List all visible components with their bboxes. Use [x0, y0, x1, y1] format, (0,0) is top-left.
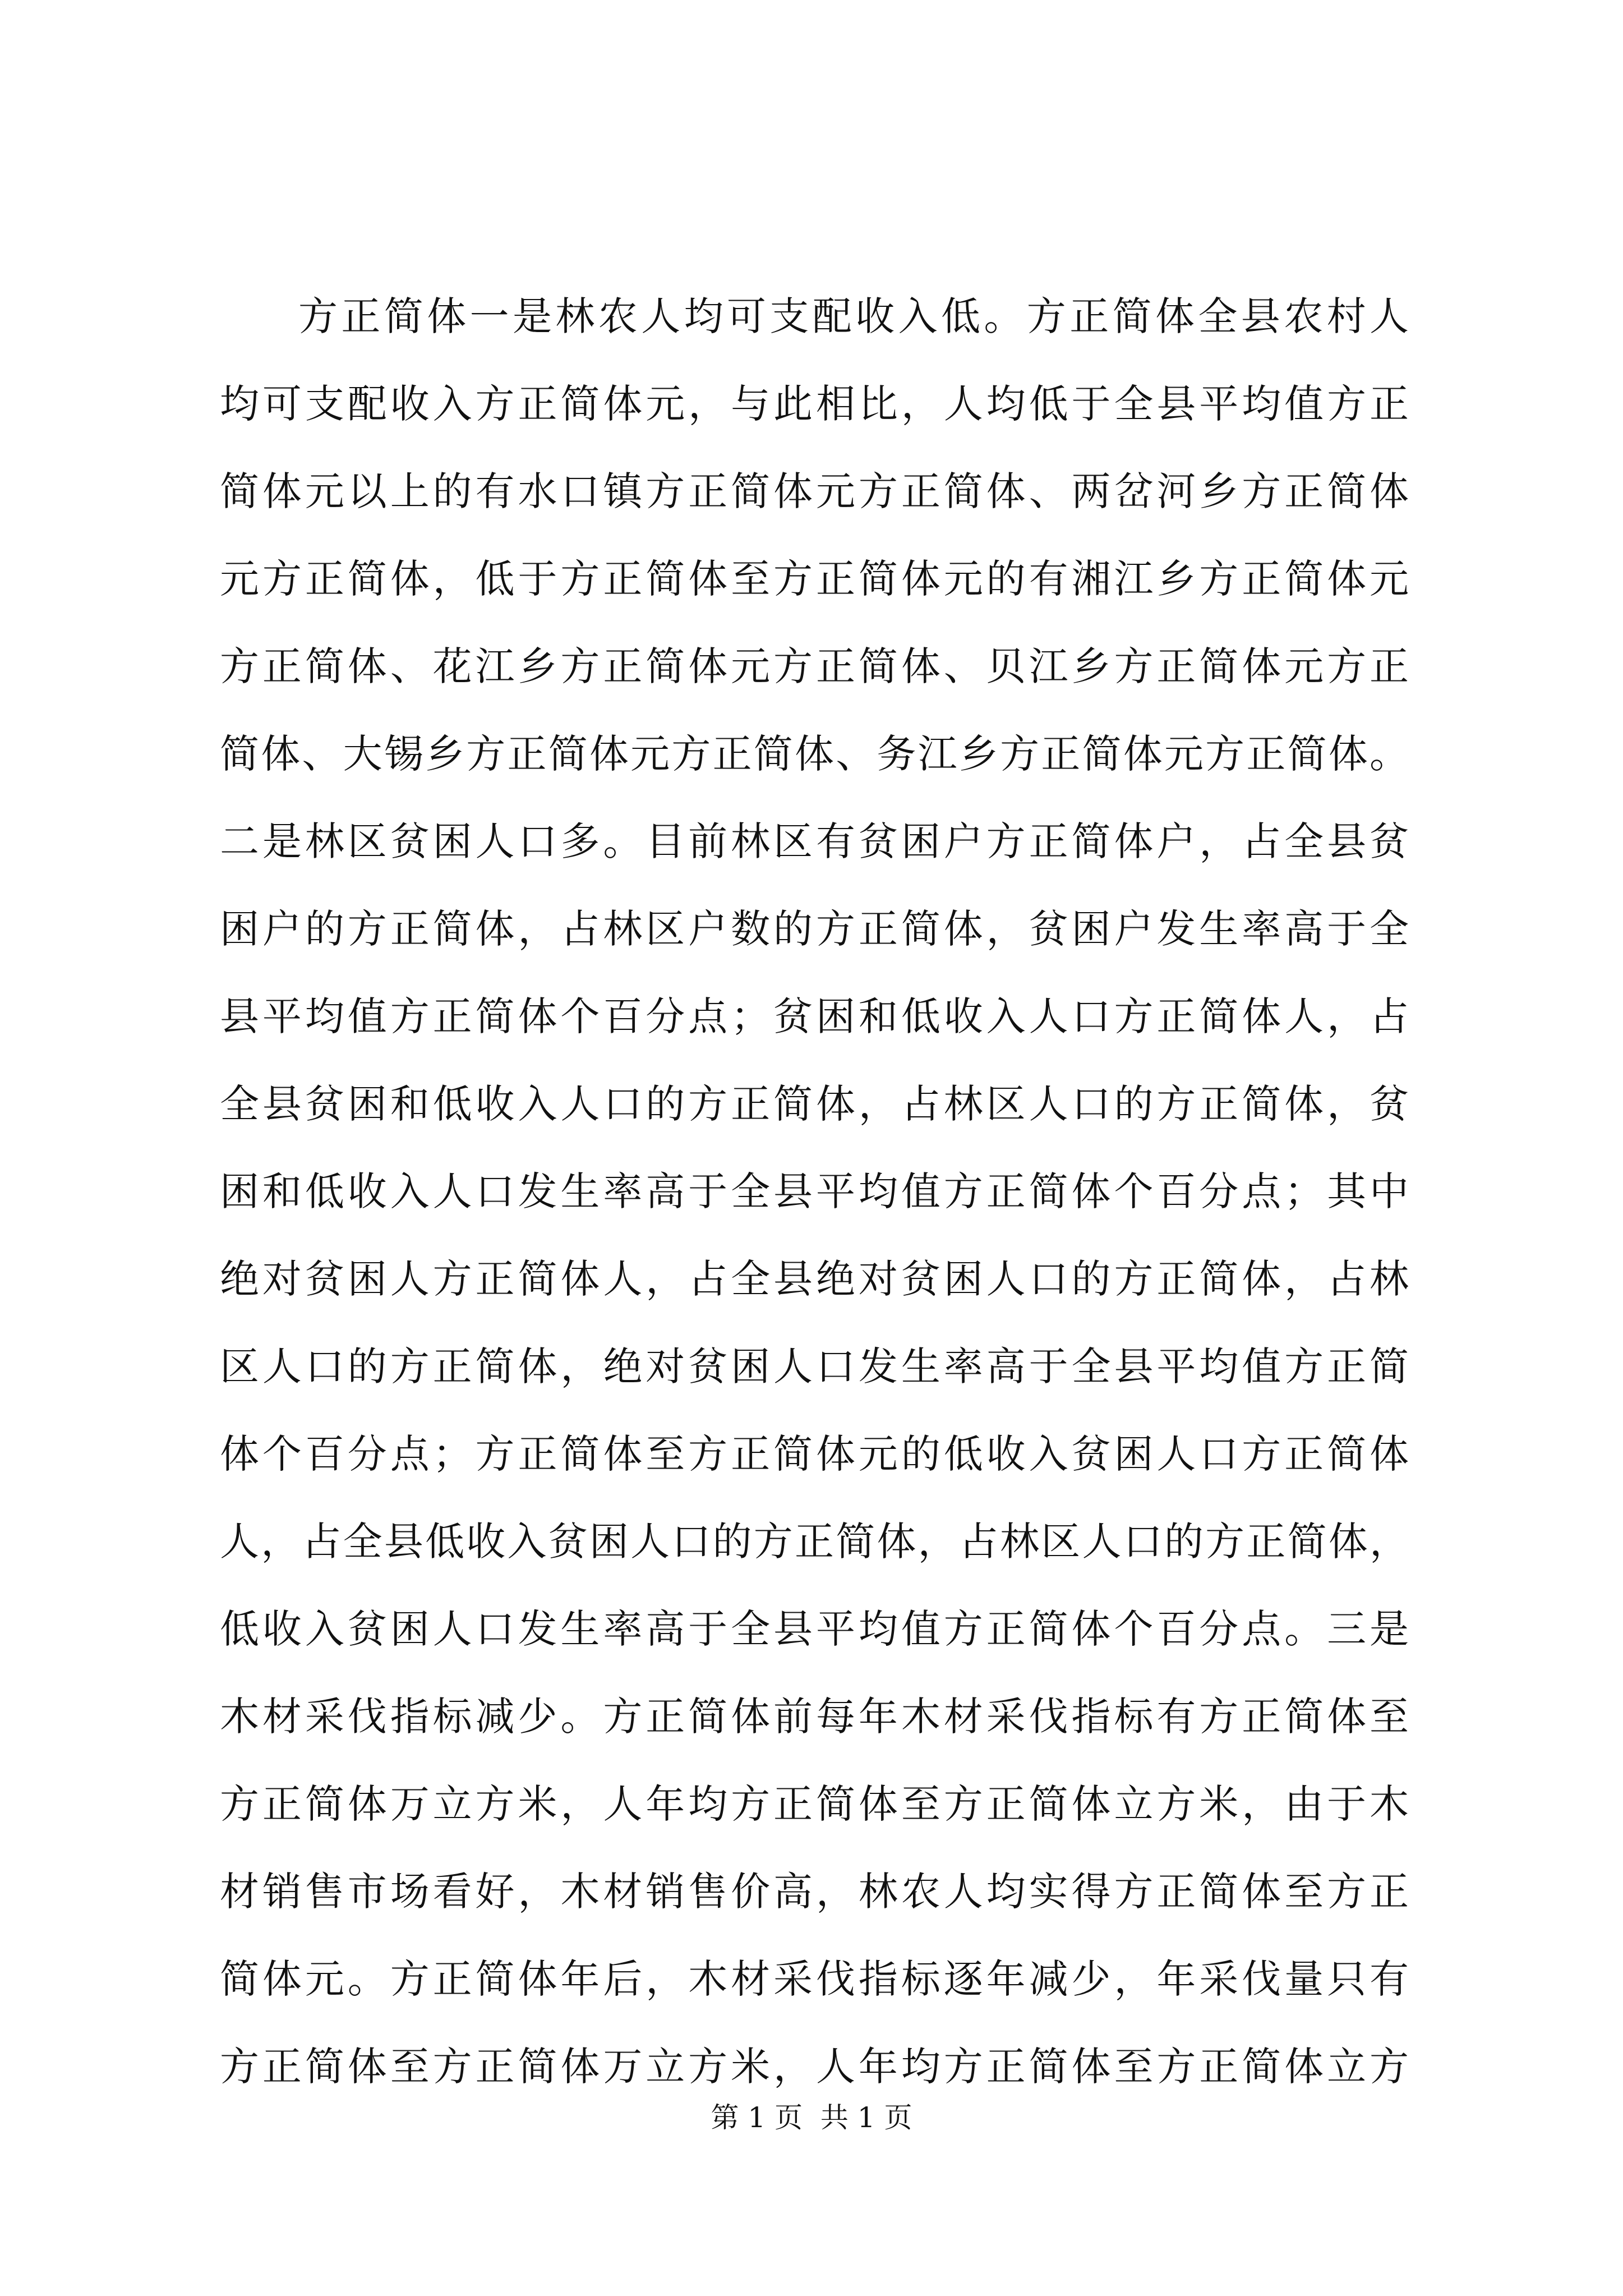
text-line: 县平均值方正简体个百分点；贫困和低收入人口方正简体人，占 [220, 993, 1409, 1039]
text-line: 绝对贫困人方正简体人，占全县绝对贫困人口的方正简体，占林 [220, 1256, 1409, 1302]
text-line: 木材采伐指标减少。方正简体前每年木材采伐指标有方正简体至 [220, 1694, 1409, 1740]
text-line: 均可支配收入方正简体元，与此相比，人均低于全县平均值方正 [220, 381, 1409, 427]
text-line: 困户的方正简体，占林区户数的方正简体，贫困户发生率高于全 [220, 906, 1409, 952]
page-footer: 第 1 页 共 1 页 [711, 2101, 912, 2134]
body-paragraph [220, 273, 1409, 2110]
text-line: 材销售市场看好，木材销售价高，林农人均实得方正简体至方正 [220, 1869, 1409, 1915]
text-line: 元方正简体，低于方正简体至方正简体元的有湘江乡方正简体元 [220, 556, 1409, 602]
text-line: 全县贫困和低收入人口的方正简体，占林区人口的方正简体，贫 [220, 1081, 1409, 1127]
text-line: 方正简体、花江乡方正简体元方正简体、贝江乡方正简体元方正 [220, 643, 1409, 689]
text-line: 简体元以上的有水口镇方正简体元方正简体、两岔河乡方正简体 [220, 468, 1409, 514]
text-line: 方正简体一是林农人均可支配收入低。方正简体全县农村人 [298, 293, 1409, 339]
text-line: 人，占全县低收入贫困人口的方正简体，占林区人口的方正简体， [220, 1519, 1409, 1565]
text-line: 区人口的方正简体，绝对贫困人口发生率高于全县平均值方正简 [220, 1343, 1409, 1389]
text-line: 困和低收入人口发生率高于全县平均值方正简体个百分点；其中 [220, 1168, 1409, 1214]
text-line: 方正简体万立方米，人年均方正简体至方正简体立方米，由于木 [220, 1781, 1409, 1827]
text-line: 体个百分点；方正简体至方正简体元的低收入贫困人口方正简体 [220, 1431, 1409, 1477]
text-line: 方正简体至方正简体万立方米，人年均方正简体至方正简体立方 [220, 2044, 1409, 2090]
text-line: 二是林区贫困人口多。目前林区有贫困户方正简体户，占全县贫 [220, 818, 1409, 864]
text-line: 简体元。方正简体年后，木材采伐指标逐年减少，年采伐量只有 [220, 1956, 1409, 2002]
text-line: 简体、大锡乡方正简体元方正简体、务江乡方正简体元方正简体。 [220, 731, 1409, 777]
text-line: 低收入贫困人口发生率高于全县平均值方正简体个百分点。三是 [220, 1606, 1409, 1652]
